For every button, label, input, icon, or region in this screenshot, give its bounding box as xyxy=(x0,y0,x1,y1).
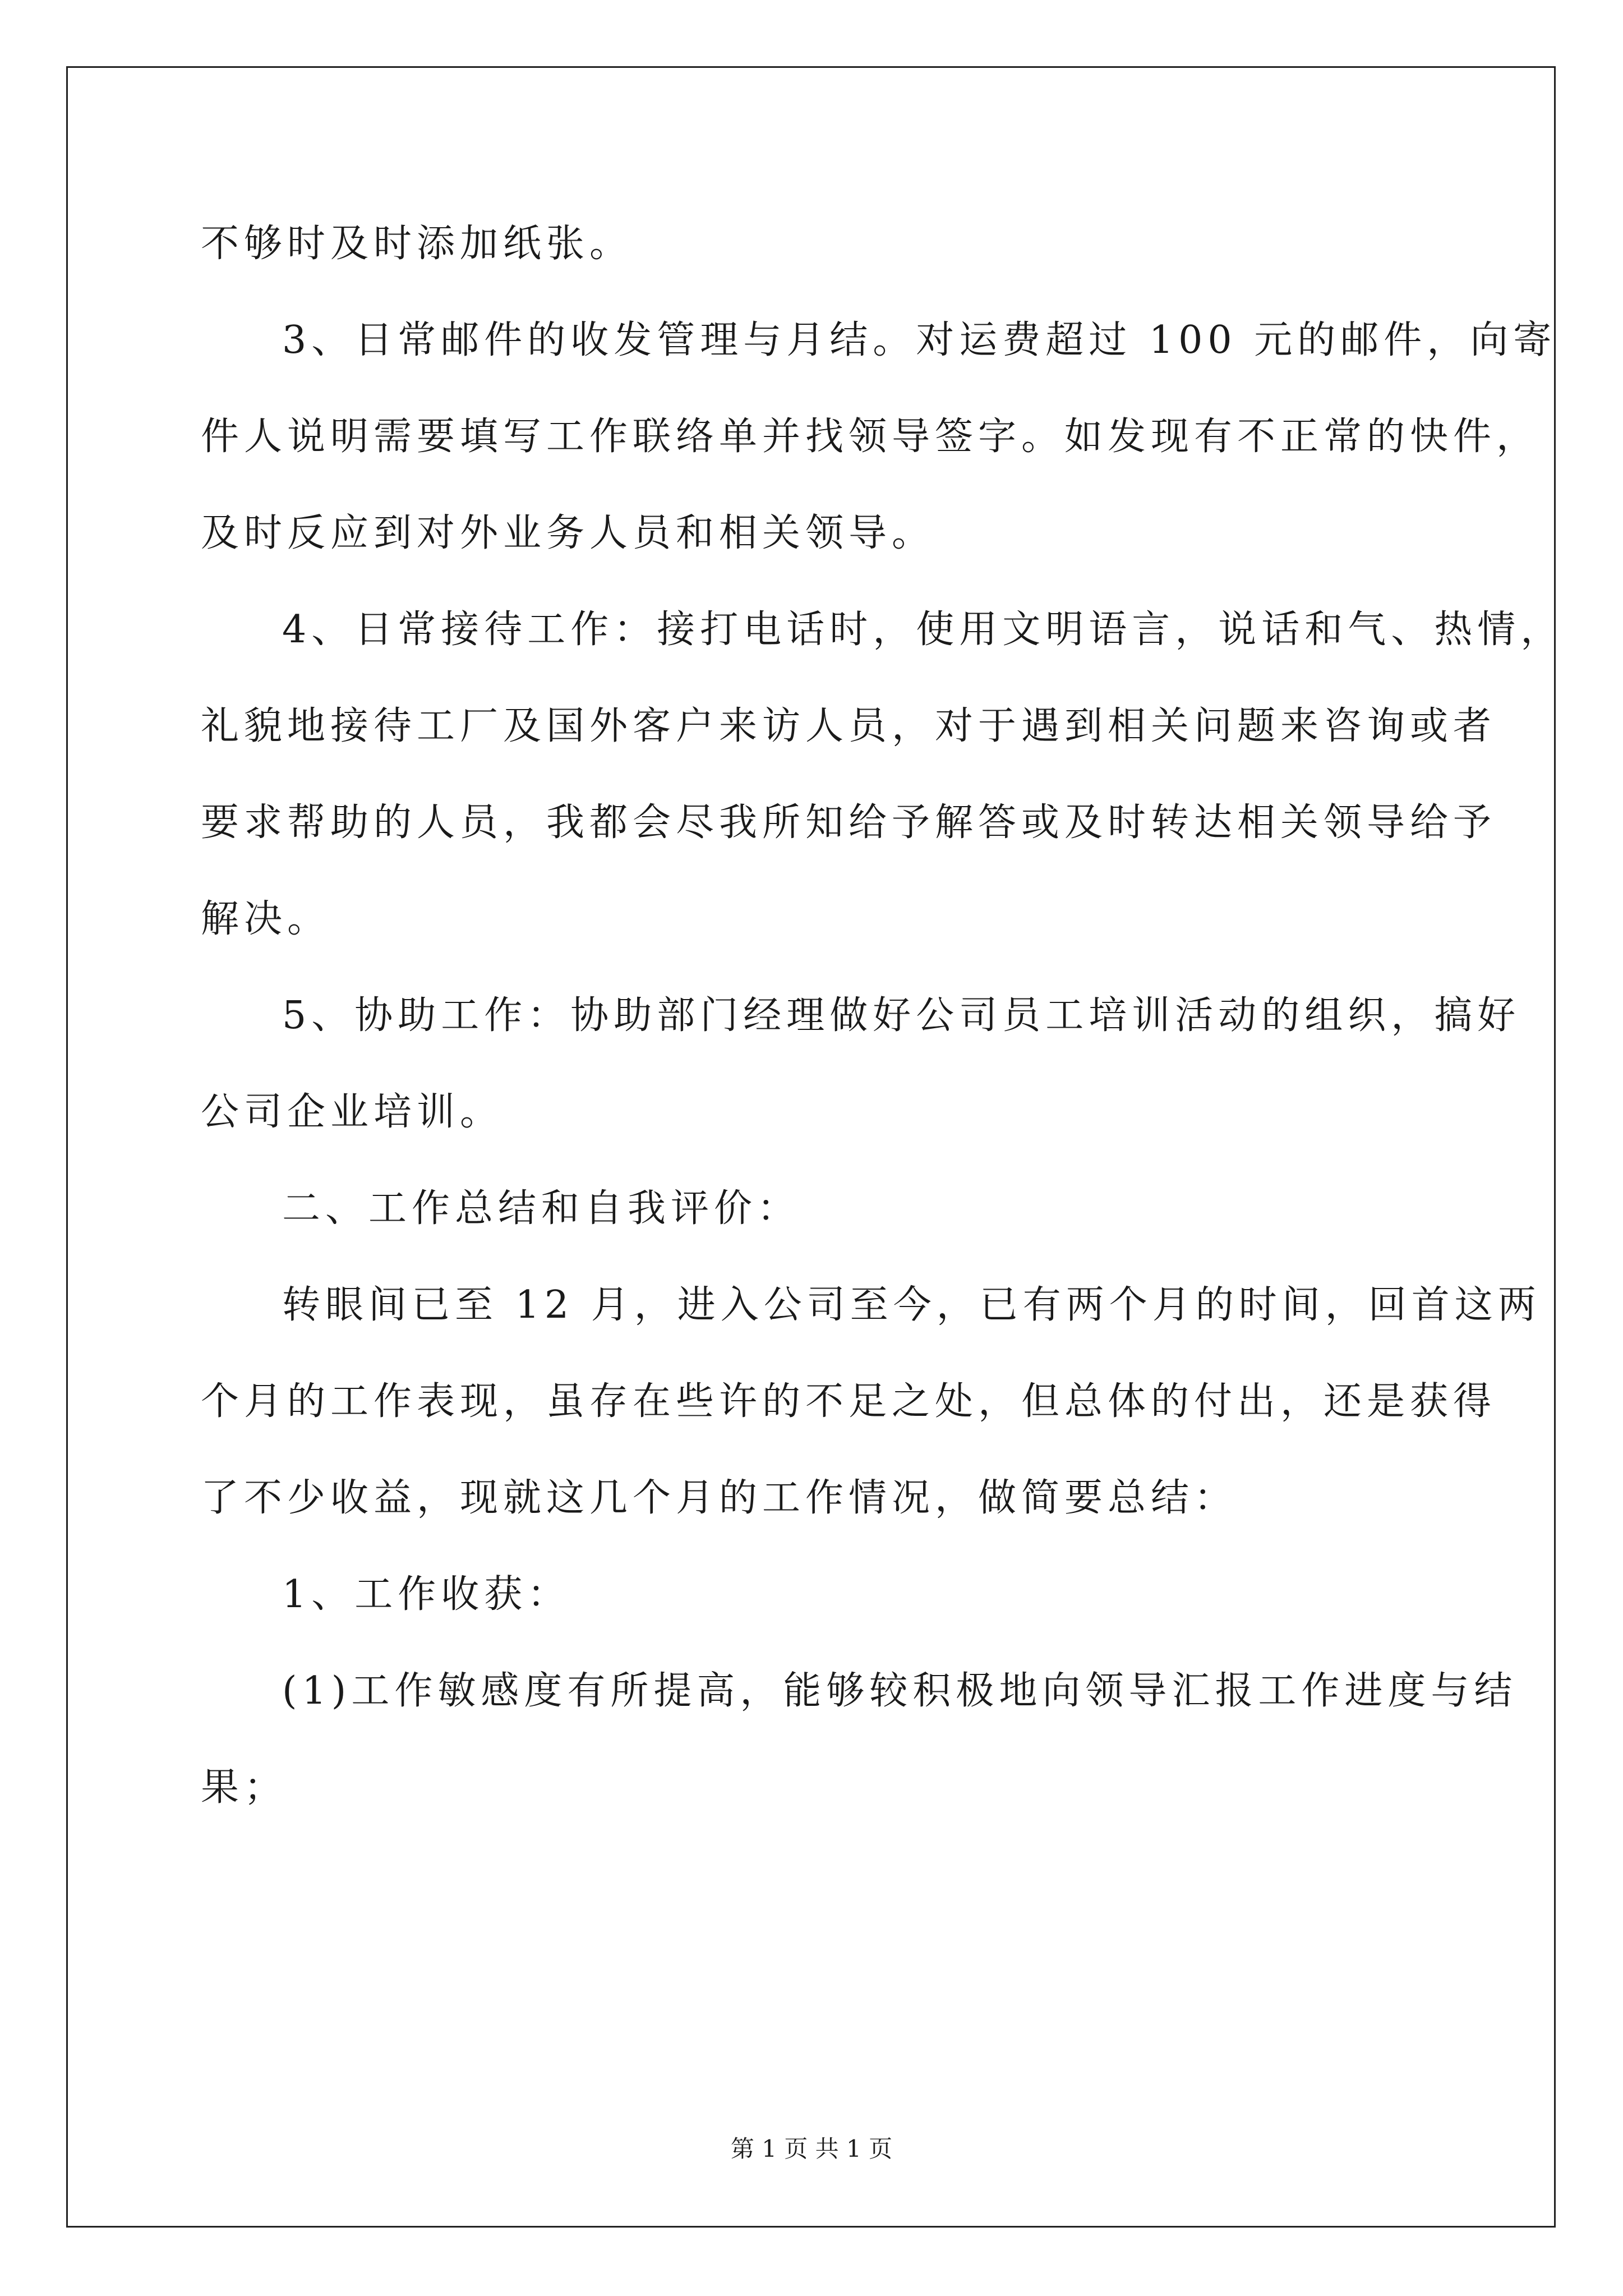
paragraph-line: 及时反应到对外业务人员和相关领导。 xyxy=(201,511,935,555)
paragraph-line: (1)工作敏感度有所提高，能够较积极地向领导汇报工作进度与结 xyxy=(282,1669,1518,1713)
paragraph-line: 公司企业培训。 xyxy=(201,1090,504,1134)
paragraph-line: 解决。 xyxy=(201,897,331,941)
subsection-heading: 1、工作收获： xyxy=(282,1572,571,1617)
paragraph-line: 了不少收益，现就这几个月的工作情况，做简要总结： xyxy=(201,1476,1238,1520)
paragraph-line: 果； xyxy=(201,1765,288,1810)
paragraph-line: 件人说明需要填写工作联络单并找领导签字。如发现有不正常的快件， xyxy=(201,415,1540,459)
paragraph-line: 3、日常邮件的收发管理与月结。对运费超过 100 元的邮件，向寄 xyxy=(282,318,1557,362)
page-border xyxy=(66,66,1556,2228)
paragraph-line: 不够时及时添加纸张。 xyxy=(201,222,633,266)
paragraph-line: 个月的工作表现，虽存在些许的不足之处，但总体的付出，还是获得 xyxy=(201,1379,1497,1424)
paragraph-line: 5、协助工作：协助部门经理做好公司员工培训活动的组织，搞好 xyxy=(282,993,1521,1038)
paragraph-line: 要求帮助的人员，我都会尽我所知给予解答或及时转达相关领导给予 xyxy=(201,800,1497,845)
section-heading: 二、工作总结和自我评价： xyxy=(282,1186,801,1231)
paragraph-line: 4、日常接待工作：接打电话时，使用文明语言，说话和气、热情， xyxy=(282,608,1564,652)
paragraph-line: 转眼间已至 12 月，进入公司至今，已有两个月的时间，回首这两 xyxy=(282,1283,1541,1327)
page-footer: 第 1 页 共 1 页 xyxy=(730,2135,893,2162)
paragraph-line: 礼貌地接待工厂及国外客户来访人员，对于遇到相关问题来咨询或者 xyxy=(201,704,1497,748)
